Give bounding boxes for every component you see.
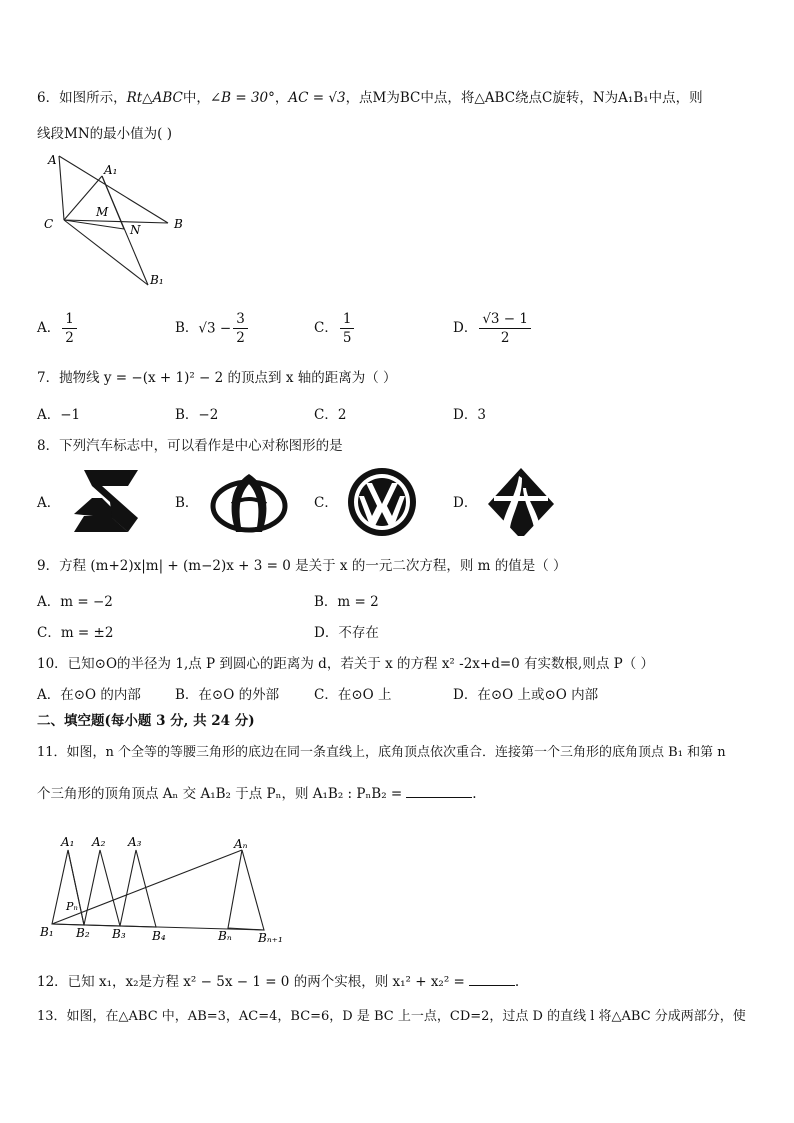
q6-label-c: C	[44, 217, 54, 231]
highway-logo-icon	[486, 466, 556, 538]
q10-option-b: B．在⊙O 的外部	[175, 687, 280, 703]
q12-post: .	[514, 974, 520, 990]
q6-mid: 中，	[182, 90, 210, 106]
q7-option-d: D．3	[453, 407, 486, 423]
q6-rest: ，点M为BC中点，将△ABC绕点C旋转，N为A₁B₁中点，则	[345, 90, 703, 106]
q7-option-c: C．2	[314, 407, 347, 423]
q6-label-b1: B₁	[150, 273, 164, 287]
q11-figure	[36, 828, 298, 950]
q6-option-d	[453, 310, 533, 347]
suzuki-logo-icon	[72, 468, 140, 534]
q11-label-bn1: Bₙ₊₁	[258, 931, 283, 945]
q6-triangle: Rt△ABC	[126, 90, 183, 106]
q6-ac: AC = √3	[288, 90, 346, 106]
q6-option-c-letter: C．	[314, 320, 338, 336]
q9-option-d: D．不存在	[314, 625, 379, 641]
q10-option-d: D．在⊙O 上或⊙O 内部	[453, 687, 599, 703]
q10-stem: 10．已知⊙O的半径为 1,点 P 到圆心的距离为 d，若关于 x 的方程 x² -2x+d=0 有实数根,则点 P（ ）	[37, 656, 654, 672]
q6-figure	[40, 148, 200, 290]
q6-option-d-den: 2	[500, 330, 510, 346]
q11-answer-blank[interactable]	[406, 797, 472, 798]
q11-line1: 11．如图，n 个全等的等腰三角形的底边在同一条直线上，底角顶点依次重合．连接第一个三角形的底角顶点 B₁ 和第 n	[37, 745, 726, 760]
q6-option-b-frac	[233, 310, 248, 347]
q7-stem: 7．抛物线 y = −(x + 1)² − 2 的顶点到 x 轴的距离为（ ）	[37, 370, 397, 386]
q11-line2-pre: 个三角形的顶角顶点 Aₙ 交 A₁B₂ 于点 Pₙ，则 A₁B₂ : PₙB₂ =	[37, 786, 403, 802]
q6-option-d-frac	[479, 310, 531, 347]
q11-label-a3: A₃	[128, 835, 142, 849]
q6-option-b-den: 2	[236, 330, 245, 346]
q12-pre: 12．已知 x₁，x₂是方程 x² − 5x − 1 = 0 的两个实根，则 x₁² + x₂² =	[37, 974, 465, 990]
q6-label-n: N	[130, 223, 141, 237]
q9-stem: 9．方程 (m+2)x|m| + (m−2)x + 3 = 0 是关于 x 的一元二次方程，则 m 的值是（ ）	[37, 558, 567, 574]
q11-label-b1: B₁	[40, 925, 54, 939]
q6-option-a	[37, 310, 79, 347]
q6-label-b: B	[174, 217, 183, 231]
q6-option-a-den: 2	[65, 330, 74, 346]
q6-option-a-letter: A．	[37, 320, 61, 336]
q6-label-m: M	[96, 205, 109, 219]
q11-label-bn: Bₙ	[218, 929, 232, 943]
q10-option-a: A．在⊙O 的内部	[37, 687, 141, 703]
q6-option-b-num: 3	[233, 310, 248, 329]
section-heading-fill-in: 二、填空题(每小题 3 分, 共 24 分)	[37, 713, 255, 729]
q9-option-a: A．m = −2	[37, 594, 113, 610]
q6-option-b-letter: B．	[175, 320, 199, 336]
q8-option-b: B．	[175, 495, 199, 511]
q6-option-d-num: √3 − 1	[479, 310, 531, 329]
q6-option-b-pre: √3 −	[198, 320, 232, 337]
q9-option-c: C．m = ±2	[37, 625, 114, 641]
trumpchi-logo-icon	[208, 470, 290, 534]
q11-line2-post: .	[472, 786, 477, 802]
q6-option-c	[314, 310, 356, 347]
volkswagen-logo-icon	[346, 466, 418, 538]
q11-label-b4: B₄	[152, 929, 166, 943]
q8-stem: 8．下列汽车标志中，可以看作是中心对称图形的是	[37, 438, 343, 454]
q10-option-c: C．在⊙O 上	[314, 687, 392, 703]
q8-option-c: C．	[314, 495, 338, 511]
q6-comma: ，	[274, 90, 289, 106]
q6-line2: 线段MN的最小值为( )	[37, 126, 172, 142]
q11-label-b3: B₃	[112, 927, 126, 941]
q8-option-d: D．	[453, 495, 478, 511]
q6-option-c-den: 5	[342, 330, 352, 346]
q6-option-a-num: 1	[62, 310, 77, 329]
q6-option-c-num: 1	[340, 310, 355, 329]
q12-answer-blank[interactable]	[469, 985, 515, 986]
q8-option-a: A．	[37, 495, 61, 511]
q11-label-a2: A₂	[92, 835, 106, 849]
q11-label-an: Aₙ	[234, 837, 248, 851]
q6-label-a1: A₁	[104, 163, 118, 177]
q11-label-a1: A₁	[61, 835, 75, 849]
q6-option-c-frac	[340, 310, 355, 347]
q6-angle-b: ∠B = 30°	[209, 90, 275, 106]
q7-option-b: B．−2	[175, 407, 219, 423]
q6-line1	[37, 89, 703, 107]
q6-label-a: A	[48, 153, 57, 167]
q6-option-a-frac	[62, 310, 77, 347]
q13-line: 13．如图，在△ABC 中，AB=3，AC=4，BC=6，D 是 BC 上一点，CD=2，过点 D 的直线 l 将△ABC 分成两部分，使	[37, 1009, 746, 1024]
q7-option-a: A．−1	[37, 407, 81, 423]
q11-line2	[37, 785, 477, 803]
q12-line	[37, 973, 519, 991]
q11-label-b2: B₂	[76, 926, 90, 940]
q9-option-b: B．m = 2	[314, 594, 379, 610]
q6-option-b	[175, 310, 250, 347]
q6-option-d-letter: D．	[453, 320, 478, 336]
q6-prefix: 6．如图所示，	[37, 90, 127, 106]
q11-label-pn: Pₙ	[66, 900, 78, 913]
